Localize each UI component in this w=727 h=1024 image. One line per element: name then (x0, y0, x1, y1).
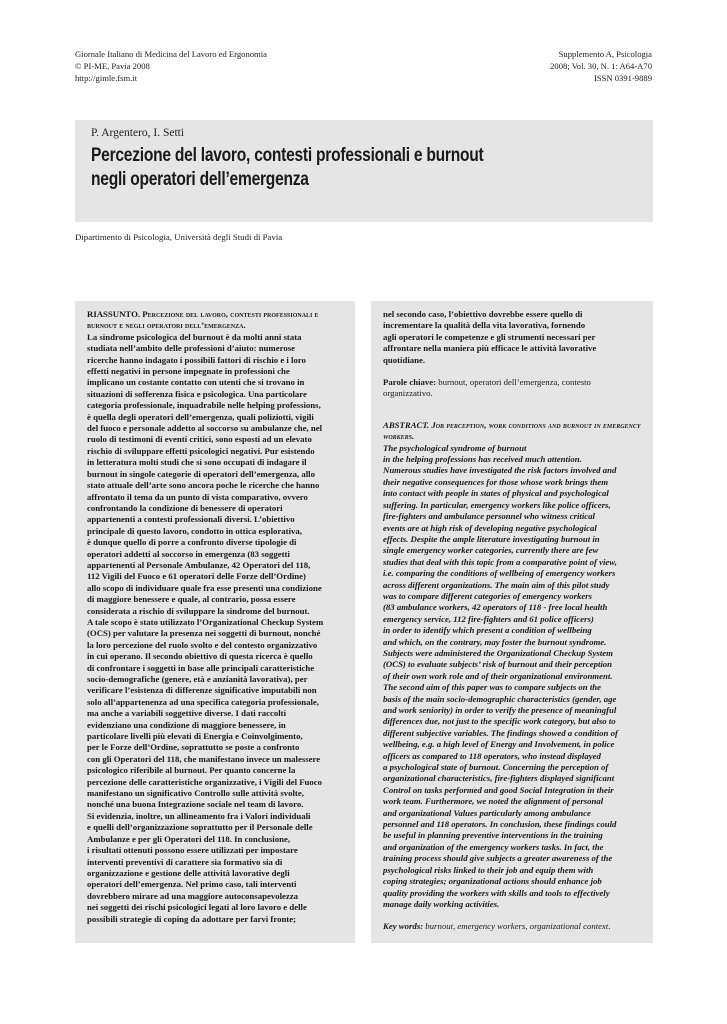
text-line: quality providing the workers with skills and tools to effectively (383, 887, 610, 898)
text-line: con gli Operatori del 118, che manifestano invece un malessere (87, 753, 321, 764)
text-line: operatori dell’emergenza. Nel primo caso, tali interventi (87, 879, 297, 890)
text-line: confrontando la condizione di benessere di operatori (87, 502, 283, 513)
text-line: psicologico riferibile al burnout. Per quanto concerne la (87, 765, 296, 776)
text-line: in order to identify which present a condition of wellbeing (383, 625, 592, 636)
text-line: work team. Furthermore, we noted the alignment of personal (383, 796, 604, 807)
text-line: di maggiore benessere e quale, al contrario, possa essere (87, 594, 296, 605)
text-line: training process should give subjects a greater awareness of the (383, 853, 613, 864)
text-line: nonché una buona Integrazione sociale nel team di lavoro. (87, 799, 304, 810)
text-line: verificare l’esistenza di differenze significative imputabili non (87, 685, 317, 696)
text-line: The second aim of this paper was to compare subjects on the (383, 682, 602, 693)
title-line: negli operatori dell’emergenza (91, 169, 309, 190)
text-line: la loro percezione del ruolo svolto e del contesto organizzativo (87, 639, 318, 650)
text-line: and organization of the emergency workers tasks. In fact, the (383, 841, 604, 852)
text-line: events are at high risk of developing negative psychological (383, 522, 597, 533)
text-line: 112 Vigili del Fuoco e 61 operatori delle Forze dell’Ordine) (87, 571, 306, 582)
text-line: del fuoco e personale addetto al soccorso su ambulanze che, nel (87, 423, 323, 434)
text-line: The psychological syndrome of burnout (383, 442, 527, 453)
text-line: (OCS) to evaluate subjects’ risk of burnout and their perception (383, 659, 613, 670)
text-line: and work seniority) in order to verify the presence of meaningful (383, 705, 617, 715)
text-line: be useful in planning preventive interventions in the training (383, 830, 603, 841)
text-line: Subjects were administered the Organizational Checkup System (383, 647, 613, 658)
text-line: effects. Despite the ample literature investigating burnout in (383, 533, 600, 544)
text-line: appartenenti al Personale Ambulanze, 42 Operatori del 118, (87, 559, 311, 570)
text-line: personnel and 118 operators. In conclusion, these findings could (383, 819, 617, 830)
text-line: studies that deal with this topic from a comparative point of view, (383, 556, 617, 567)
text-line: A tale scopo è stato utilizzato l’Organizational Checkup System (87, 616, 324, 627)
text-line: i risultati ottenuti possono essere utilizzati per impostare (87, 845, 298, 856)
text-line: a psychological state of burnout. Concerning the perception of (383, 762, 609, 773)
text-line: manage daily working activities. (383, 898, 500, 909)
abstract-label: ABSTRACT. (383, 419, 430, 430)
text-line: and organizational Values particularly among ambulance (383, 807, 591, 818)
text-line: studiata nell’ambito delle professioni d’aiuto: numerose (87, 343, 295, 354)
riassunto-continuation (383, 309, 645, 366)
supplement-label: Supplemento A, Psicologia (558, 49, 652, 59)
text-line: wellbeing, e.g. a high level of Energy and Involvement, in police (383, 739, 615, 750)
text-line: nei soggetti dei rischi psicologici legati al loro lavoro e delle (87, 902, 307, 913)
parole-chiave-label: Parole chiave: (383, 377, 437, 388)
text-line: and which, on the contrary, may foster the burnout syndrome. (383, 636, 607, 647)
text-line: single emergency worker categories, currently there are few (383, 545, 599, 556)
text-line: organizzazione e gestione delle attività lavorative degli (87, 867, 290, 878)
abstract-body (383, 443, 645, 911)
journal-header-left (75, 48, 267, 84)
text-line: implicano un costante contatto con utenti che si trovano in (87, 377, 305, 388)
text-line: burnout in singole categorie di operatori dell’emergenza, allo (87, 468, 315, 479)
text-line: into contact with people in states of physical and psychological (383, 488, 609, 499)
key-words (383, 921, 645, 932)
text-line: percezione delle caratteristiche organizzative, i Vigili del Fuoco (87, 776, 323, 787)
text-line: appartenenti a contesti professionali diversi. L’obiettivo (87, 514, 295, 525)
volume-info: 2008; Vol. 30, N. 1: A64-A70 (550, 61, 652, 71)
text-line: Control on tasks performed and good Social Integration in their (383, 784, 614, 795)
text-line: incrementare la qualità della vita lavorativa, fornendo (383, 320, 586, 331)
riassunto-heading (87, 309, 347, 332)
text-line: psychological risks linked to their job and equip them with (383, 864, 594, 875)
text-line: Ambulanze e per gli Operatori del 118. In conclusione, (87, 833, 291, 844)
text-line: quotidiane. (383, 354, 426, 365)
text-line: in the helping professions has received much attention. (383, 454, 582, 465)
text-line: affrontare nella maniera più efficace le attività lavorative (383, 343, 597, 354)
text-line: coping strategies; organizational actions should enhance job (383, 876, 602, 887)
text-line: per le Forze dell’Ordine, soprattutto se poste a confronto (87, 742, 300, 753)
journal-header-right (550, 48, 652, 84)
text-line: situazioni di sofferenza fisica e psicologica. Una particolare (87, 388, 307, 399)
text-line: emergency service, 112 fire-fighters and 61 police officers) (383, 613, 594, 624)
text-line: fire-fighters and ambulance personnel who witness critical (383, 511, 595, 522)
text-line: e quelli dell’organizzazione soprattutto per il Personale delle (87, 822, 313, 833)
text-line: evidenziano una condizione di maggiore benessere, in (87, 719, 286, 730)
text-line: i.e. comparing the conditions of wellbeing of emergency workers (383, 568, 616, 579)
text-line: was to compare different categories of emergency workers (383, 590, 593, 601)
abstract-title: Job perception, work conditions and burnout in emergency workers. (383, 419, 641, 442)
text-line: possibili strategie di coping da adottare per farvi fronte; (87, 913, 297, 924)
text-line: nel secondo caso, l’obiettivo dovrebbe essere quello di (383, 309, 583, 319)
authors: P. Argentero, I. Setti (91, 127, 185, 139)
text-line: (83 ambulance workers, 42 operators of 118 - free local health (383, 602, 608, 613)
text-line: Numerous studies have investigated the risk factors involved and (383, 465, 617, 476)
article-title (91, 144, 534, 192)
riassunto-column (75, 301, 355, 943)
riassunto-body (87, 332, 347, 925)
text-line: ruolo di testimoni di eventi critici, sono esposti ad un elevato (87, 434, 312, 445)
text-line: è dunque quello di porre a confronto diverse tipologie di (87, 537, 297, 548)
riassunto-label: RIASSUNTO. (87, 309, 141, 319)
key-words-text: burnout, emergency workers, organizational context. (425, 921, 611, 932)
text-line: of their own work role and of their organizational environment. (383, 670, 613, 681)
text-line: organizational characteristics, fire-fighters displayed significant (383, 773, 615, 784)
text-line: operatori addetti al soccorso in emergenza (83 soggetti (87, 548, 290, 559)
journal-name: Giornale Italiano di Medicina del Lavoro ed Ergonomia (75, 49, 267, 59)
text-line: agli operatori le competenze e gli strumenti necessari per (383, 331, 596, 342)
text-line: principale di questo lavoro, condotto in ottica esplorativa, (87, 525, 302, 536)
text-line: interventi preventivi di carattere sia formativo sia di (87, 856, 283, 867)
text-line: stato attuale dell’arte sono ancora poche le ricerche che hanno (87, 480, 320, 491)
text-line: è quella degli operatori dell’emergenza, quali poliziotti, vigili (87, 411, 314, 422)
text-line: different subjective variables. The findings showed a condition of (383, 727, 618, 738)
key-words-label: Key words: (383, 921, 424, 932)
text-line: considerata a rischio di sviluppare la sindrome del burnout. (87, 605, 310, 616)
text-line: effetti negativi in persone impegnate in professioni che (87, 366, 290, 377)
copyright: © PI-ME, Pavia 2008 (75, 61, 150, 71)
text-line: rischio di sviluppare effetti psicologici negativi. Pur esistendo (87, 445, 315, 456)
text-line: (OCS) per valutare la presenza nei soggetti di burnout, nonché (87, 628, 321, 639)
abstract-heading (383, 420, 645, 443)
text-line: categoria professionale, inquadrabile nelle helping professions, (87, 400, 321, 411)
text-line: ricerche hanno indagato i possibili fattori di rischio e i loro (87, 354, 306, 365)
text-line: dovrebbero mirare ad una maggiore autoconsapevolezza (87, 890, 299, 901)
affiliation: Dipartimento di Psicologia, Università degli Studi di Pavia (75, 232, 283, 242)
right-column (371, 301, 653, 943)
parole-chiave (383, 377, 645, 400)
text-line: affrontato il tema da un punto di vista comparativo, ovvero (87, 491, 308, 502)
text-line: suffering. In particular, emergency workers like police officers, (383, 499, 611, 510)
text-line: manifestano un significativo Controllo sulle attività svolte, (87, 788, 304, 799)
text-line: particolare livelli più elevati di Energia e Coinvolgimento, (87, 731, 303, 742)
abstract-block (383, 420, 645, 910)
text-line: ma anche a variabili soggettive diverse. I dati raccolti (87, 708, 287, 719)
parole-chiave-text: organizzativo. (383, 388, 433, 399)
text-line: differences due, not just to the specific work category, but also to (383, 716, 616, 727)
text-line: their negative consequences for those whose work brings them (383, 476, 609, 487)
riassunto-title: Percezione del lavoro, contesti professionali e burnout e negli operatori dell’emergenza. (87, 309, 319, 331)
text-line: in cui operano. Il secondo obiettivo di questa ricerca è quello (87, 651, 313, 662)
text-line: La sindrome psicologica del burnout è da molti anni stata (87, 331, 302, 342)
parole-chiave-text: burnout, operatori dell’emergenza, contesto (438, 377, 591, 388)
text-line: allo scopo di individuare quale fra esse presenti una condizione (87, 582, 322, 593)
text-line: in letteratura molti studi che si sono occupati di indagare il (87, 457, 307, 468)
text-line: officers as compared to 118 operators, who instead displayed (383, 750, 601, 761)
issn: ISSN 0391-9889 (593, 73, 652, 83)
journal-url[interactable]: http://gimle.fsm.it (75, 73, 138, 83)
text-line: basis of the main socio-demographic characteristics (gender, age (383, 693, 617, 704)
text-line: solo all’appartenenza ad una specifica categoria professionale, (87, 696, 319, 707)
text-line: across different organizations. The main aim of this pilot study (383, 579, 610, 590)
text-line: socio-demografiche (genere, età e anzianità lavorativa), per (87, 674, 308, 684)
text-line: di confrontare i soggetti in base alle principali caratteristiche (87, 662, 315, 673)
title-block (75, 120, 653, 222)
text-line: Si evidenzia, inoltre, un allineamento fra i Valori individuali (87, 810, 311, 821)
title-line: Percezione del lavoro, contesti professionali e burnout (91, 145, 484, 166)
